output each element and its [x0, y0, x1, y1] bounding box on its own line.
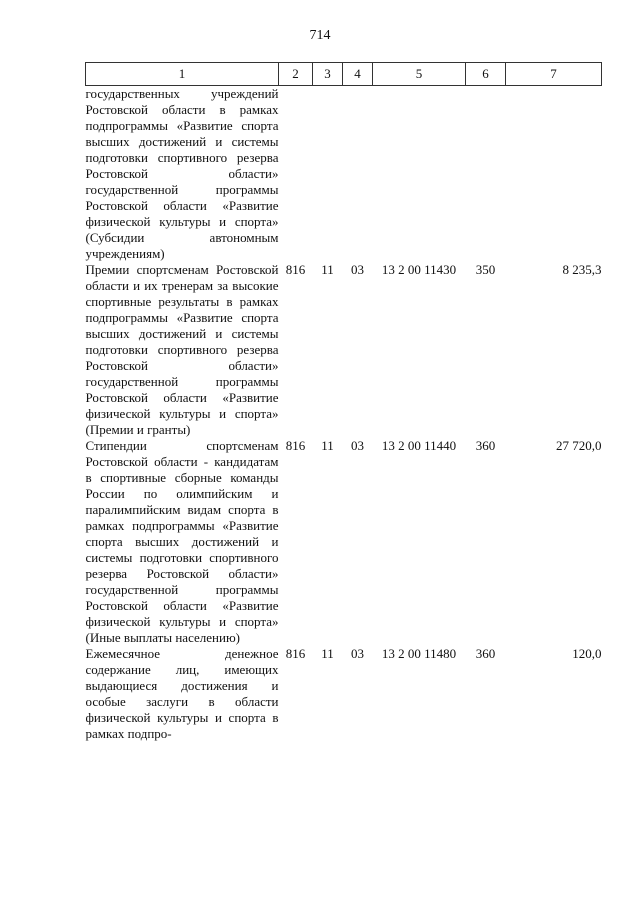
row-expense-type — [466, 86, 506, 263]
row-ministry-code — [279, 86, 313, 263]
row-target-code: 13 2 00 11430 — [381, 262, 457, 277]
row-amount: 8 235,3 — [562, 262, 602, 277]
row-section-code: 11 — [321, 646, 334, 661]
row-section-code: 11 — [321, 262, 334, 277]
row-expense-type: 360 — [475, 646, 496, 661]
row-subsection-code: 03 — [351, 262, 364, 277]
table-row — [86, 86, 602, 263]
row-section-code — [313, 86, 343, 263]
page-number: 714 — [309, 28, 331, 43]
budget-table — [85, 62, 602, 742]
header-cell-5: 5 — [373, 63, 466, 86]
row-ministry-code: 816 — [285, 262, 306, 277]
row-description: государственных учреждений Ростовской области в рамках подпрограммы «Развитие спорта высших достижений и системы подготовки спортивного резерва Ростовской области» государственной программы Ростовской области «Развитие физической культуры и спорта» (Субсидии автономным учреждениям) — [85, 86, 279, 261]
row-amount: 120,0 — [572, 646, 602, 661]
row-description: Премии спортсменам Ростовской области и их тренерам за высокие спортивные результаты в рамках подпрограммы «Развитие спорта высших достижений и системы подготовки спортивного резерва Ростовской области» государственной программы Ростовской области «Развитие физической культуры и спорта» (Премии и гранты) — [85, 262, 279, 437]
row-expense-type: 350 — [475, 262, 496, 277]
header-cell-4: 4 — [343, 63, 373, 86]
header-cell-2: 2 — [279, 63, 313, 86]
row-subsection-code — [343, 86, 373, 263]
row-amount — [506, 86, 602, 263]
row-target-code — [373, 86, 466, 263]
row-amount: 27 720,0 — [556, 438, 602, 453]
table-row — [86, 438, 602, 646]
row-target-code: 13 2 00 11480 — [381, 646, 457, 661]
row-ministry-code: 816 — [285, 438, 306, 453]
row-subsection-code: 03 — [351, 646, 364, 661]
row-ministry-code: 816 — [285, 646, 306, 661]
header-cell-6: 6 — [466, 63, 506, 86]
table-row — [86, 646, 602, 742]
row-expense-type: 360 — [475, 438, 496, 453]
row-subsection-code: 03 — [351, 438, 364, 453]
row-description: Ежемесячное денежное содержание лиц, имеющих выдающиеся достижения и особые заслуги в области физической культуры и спорта в рамках подпро- — [85, 646, 279, 741]
header-cell-3: 3 — [313, 63, 343, 86]
row-section-code: 11 — [321, 438, 334, 453]
table-row — [86, 262, 602, 438]
row-target-code: 13 2 00 11440 — [381, 438, 457, 453]
row-description: Стипендии спортсменам Ростовской области - кандидатам в спортивные сборные команды России по олимпийским и паралимпийским видам спорта в рамках подпрограммы «Развитие спорта высших достижений и системы подготовки спортивного резерва Ростовской области» государственной программы Ростовской области «Развитие физической культуры и спорта» (Иные выплаты населению) — [85, 438, 279, 645]
header-cell-7: 7 — [506, 63, 602, 86]
header-cell-1: 1 — [86, 63, 279, 86]
table-header — [86, 63, 602, 86]
